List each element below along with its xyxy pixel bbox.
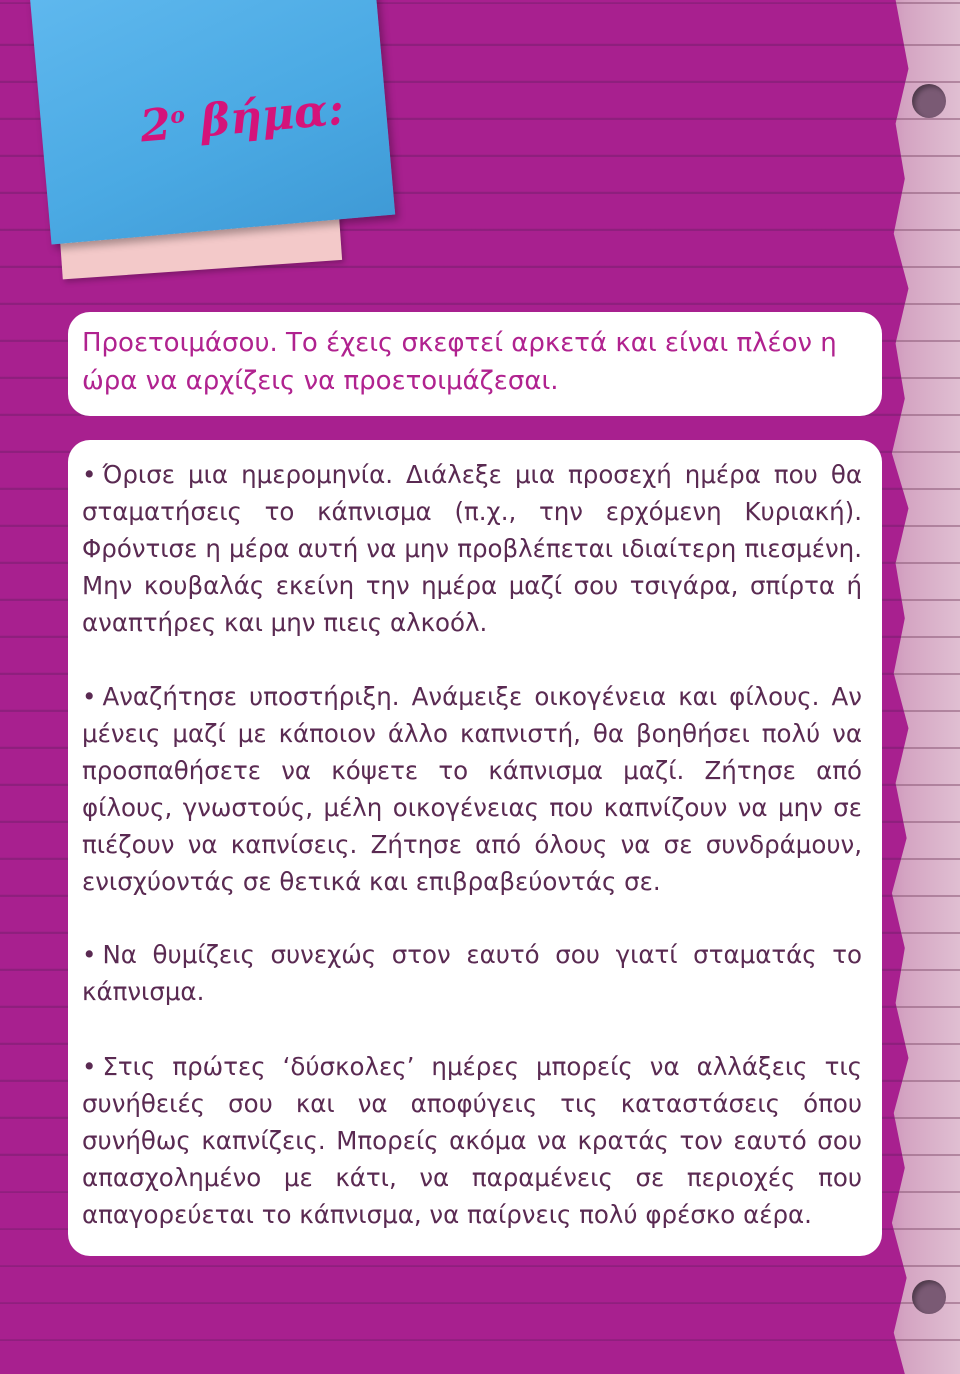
binder-hole	[912, 84, 946, 118]
tip-item	[82, 456, 862, 641]
step-superscript: ο	[169, 102, 186, 130]
tip-item	[82, 1048, 862, 1233]
bullet-icon: •	[82, 1052, 97, 1081]
tip-text: Όρισε μια ημερομηνία. Διάλεξε μια προσεχή ημέρα που θα σταματήσεις το κάπνισμα (π.χ., την ερχόμενη Κυριακή). Φρόντισε η μέρα αυτή να μην προβλέπεται ιδιαίτερη πιεσμένη. Μην κουβαλάς εκείνη την ημέρα μαζί σου τσιγάρα, σπίρτα ή αναπτήρες και μην πιεις αλκοόλ.	[82, 460, 862, 637]
bullet-icon: •	[82, 682, 97, 711]
tip-item	[82, 936, 862, 1010]
bullet-icon: •	[82, 940, 97, 969]
intro-text: Προετοιμάσου. Το έχεις σκεφτεί αρκετά και είναι πλέον η ώρα να αρχίζεις να προετοιμάζεσαι.	[82, 328, 837, 396]
binder-hole	[912, 1280, 946, 1314]
step-number: 2	[138, 99, 174, 153]
tip-text: Στις πρώτες ‘δύσκολες’ ημέρες μπορείς να αλλάξεις τις συνήθειές σου και να αποφύγεις τις καταστάσεις όπου συνήθως καπνίζεις. Μπορείς ακόμα να κρατάς τον εαυτό σου απασχολημένο με κάτι, να παραμένεις σε περιοχές που απαγορεύεται το κάπνισμα, να παίρνεις πολύ φρέσκο αέρα.	[82, 1052, 862, 1229]
step-label: βήμα:	[198, 83, 347, 148]
tip-item	[82, 678, 862, 900]
intro-box	[68, 312, 882, 416]
tip-text: Να θυμίζεις συνεχώς στον εαυτό σου γιατί σταματάς το κάπνισμα.	[82, 940, 862, 1006]
bullet-icon: •	[82, 460, 97, 489]
tip-text: Αναζήτησε υποστήριξη. Ανάμειξε οικογένεια και φίλους. Αν μένεις μαζί με κάποιον άλλο καπνιστή, θα βοηθήσει πολύ να προσπαθήσετε να κόψετε το κάπνισμα μαζί. Ζήτησε από φίλους, γνωστούς, μέλη οικογένειας που καπνίζουν να μην σε πιέζουν να καπνίσεις. Ζήτησε από όλους να σε συνδράμουν, ενισχύοντάς σε θετικά και επιβραβεύοντάς σε.	[82, 682, 862, 896]
